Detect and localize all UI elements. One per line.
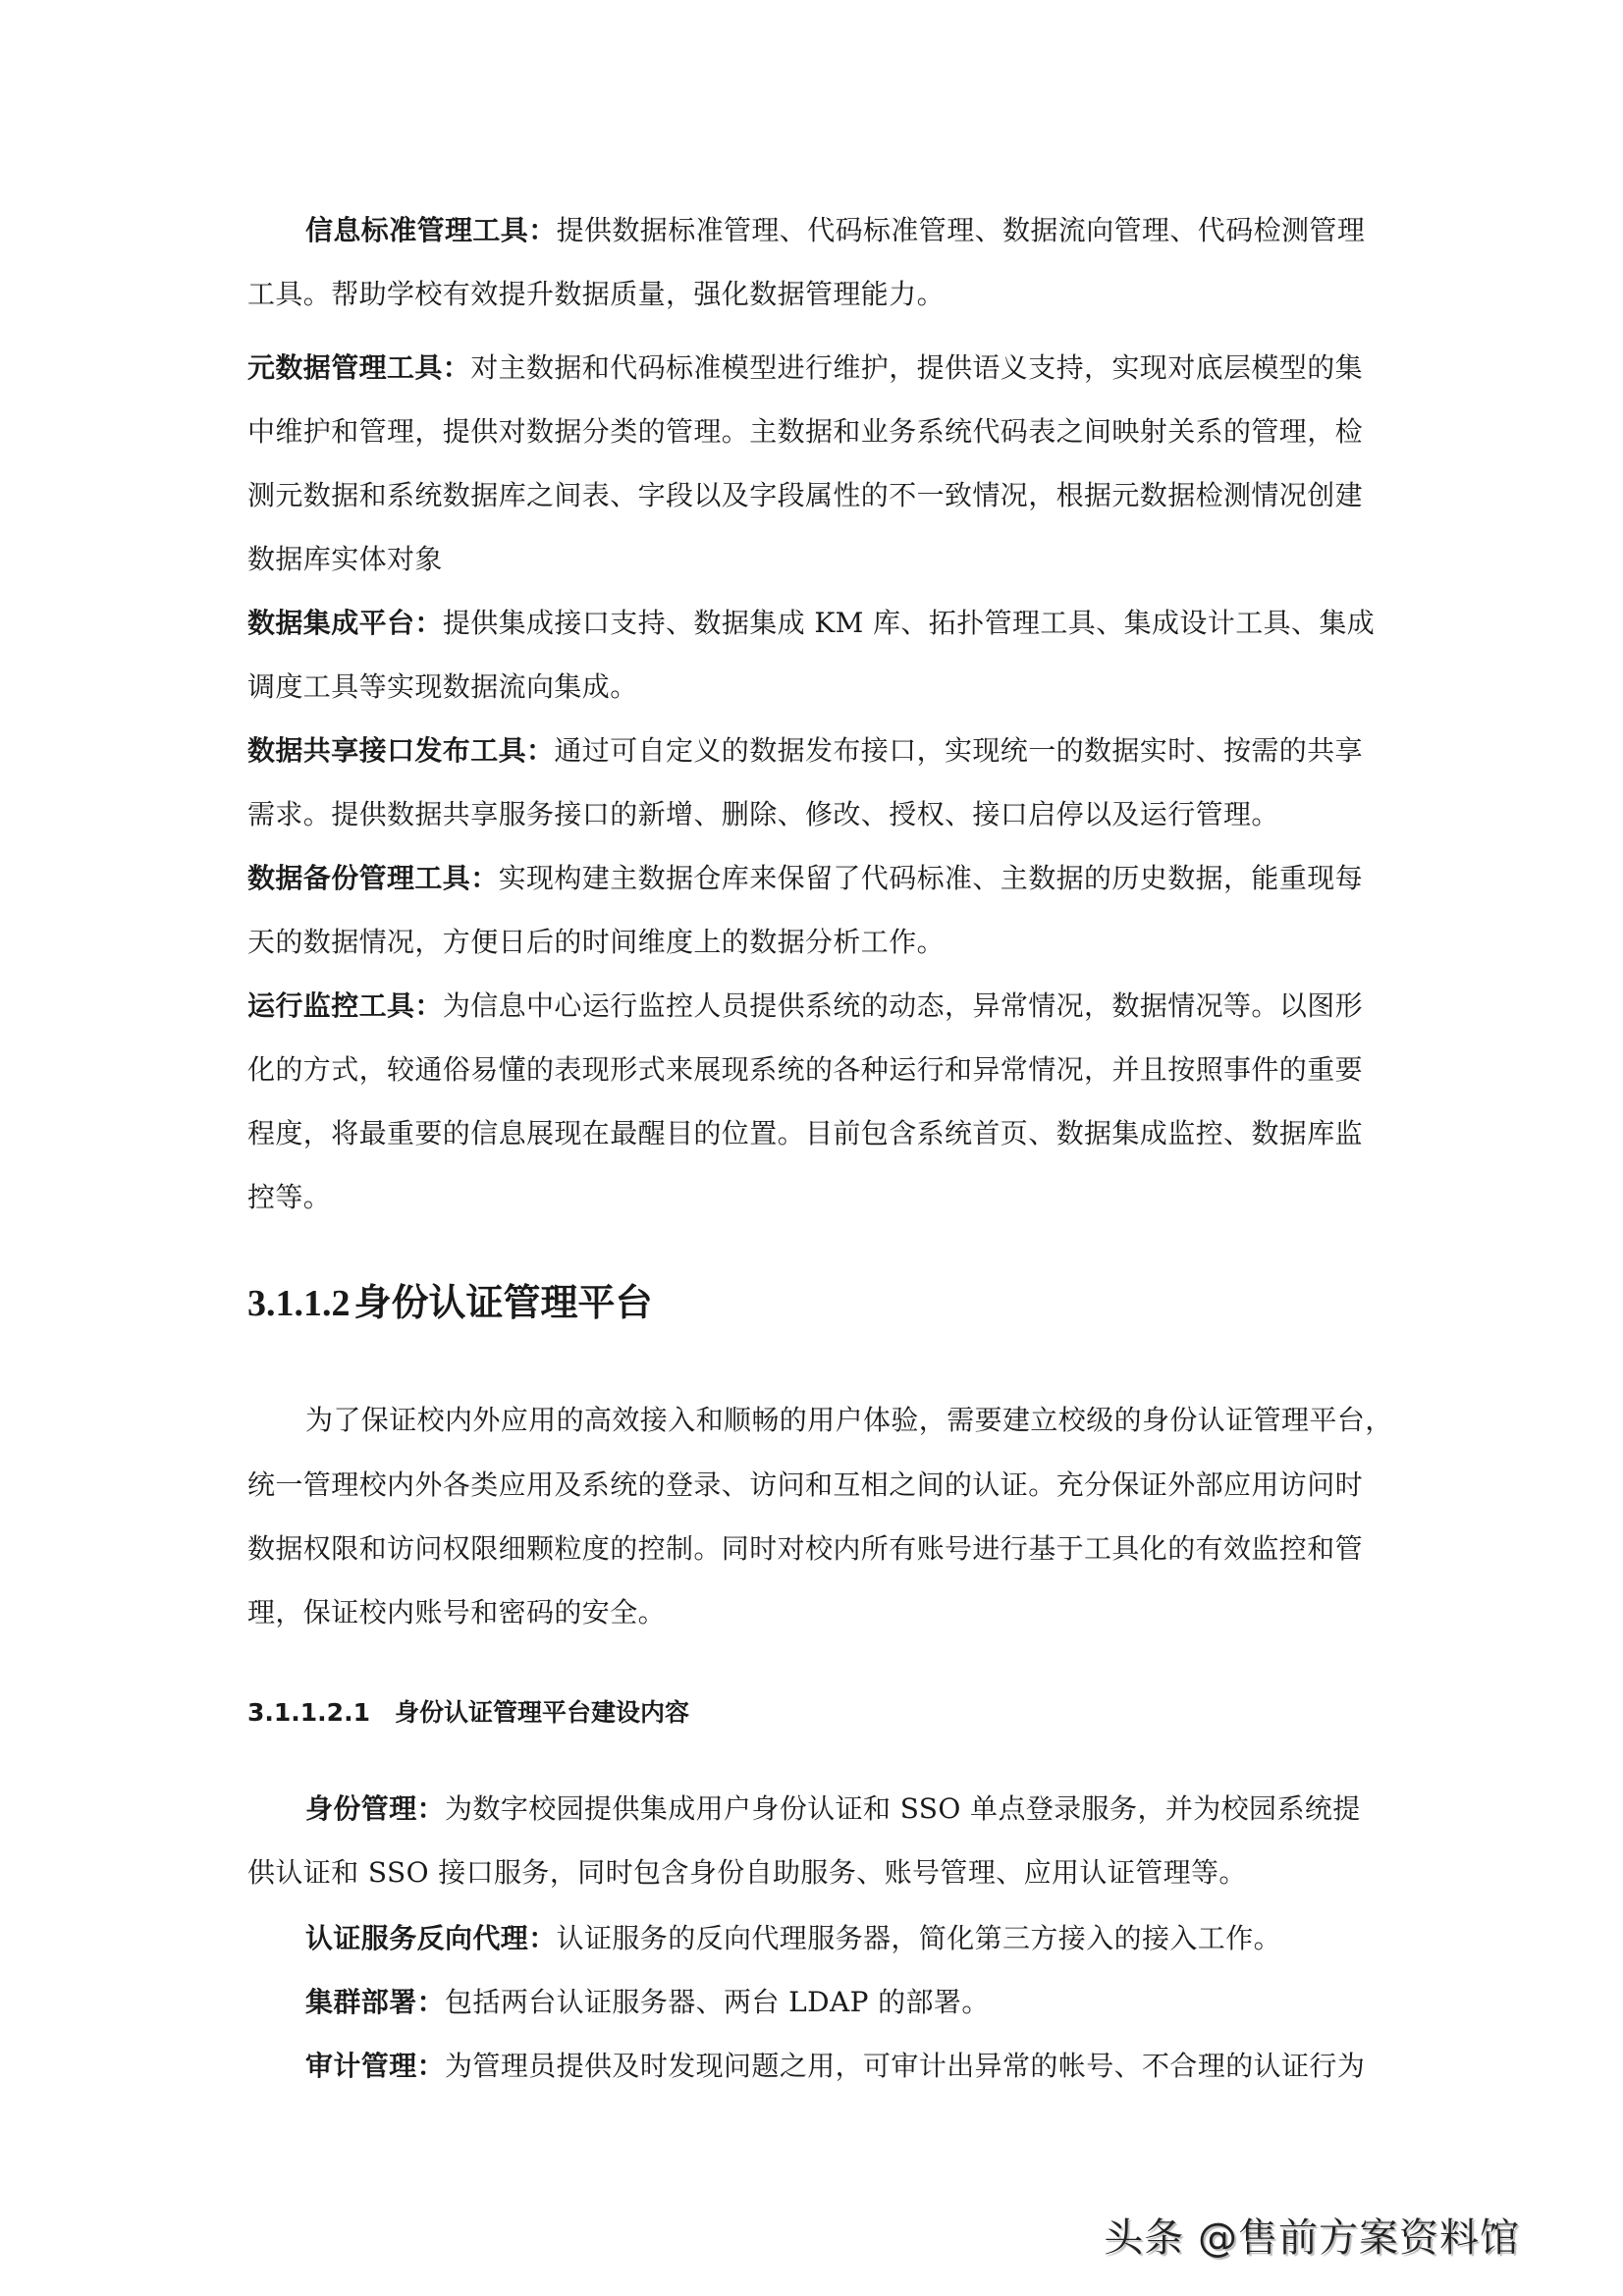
paragraph-data-backup-line-2: 天的数据情况，方便日后的时间维度上的数据分析工作。 — [247, 926, 946, 958]
paragraph-monitoring-line-4: 控等。 — [247, 1181, 332, 1213]
paragraph-monitoring-line-2: 化的方式，较通俗易懂的表现形式来展现系统的各种运行和异常情况，并且按照事件的重要 — [247, 1053, 1364, 1086]
intro-line-2: 统一管理校内外各类应用及系统的登录、访问和互相之间的认证。充分保证外部应用访问时 — [247, 1468, 1364, 1501]
section-title: 身份认证管理平台建设内容 — [395, 1698, 690, 1727]
term-cluster-deployment: 集群部署： — [305, 1986, 446, 2018]
paragraph-cluster-deploy — [305, 1983, 1444, 2022]
body-text: 对主数据和代码标准模型进行维护，提供语义支持，实现对底层模型的集 — [470, 351, 1364, 384]
body-text: 包括两台认证服务器、两台 LDAP 的部署。 — [445, 1986, 990, 2018]
intro-line-1: 为了保证校内外应用的高效接入和顺畅的用户体验，需要建立校级的身份认证管理平台， — [305, 1404, 1393, 1436]
section-heading-3-1-1-2-1 — [247, 1695, 689, 1731]
body-text: 为信息中心运行监控人员提供系统的动态，异常情况，数据情况等。以图形 — [442, 989, 1364, 1022]
body-text: 实现构建主数据仓库来保留了代码标准、主数据的历史数据，能重现每 — [498, 862, 1364, 894]
section-heading-3-1-1-2 — [247, 1279, 653, 1328]
term-data-sharing-tool: 数据共享接口发布工具： — [247, 734, 555, 767]
body-text: 提供集成接口支持、数据集成 KM 库、拓扑管理工具、集成设计工具、集成 — [442, 607, 1376, 639]
paragraph-identity-mgmt-line-1 — [305, 1789, 1444, 1829]
paragraph-info-standard-line-1 — [305, 211, 1444, 250]
paragraph-monitoring-line-1 — [247, 987, 1386, 1026]
body-text: 为管理员提供及时发现问题之用，可审计出异常的帐号、不合理的认证行为 — [445, 2050, 1366, 2082]
paragraph-info-standard-line-2: 工具。帮助学校有效提升数据质量，强化数据管理能力。 — [247, 278, 946, 310]
paragraph-identity-mgmt-line-2: 供认证和 SSO 接口服务，同时包含身份自助服务、账号管理、应用认证管理等。 — [247, 1856, 1247, 1889]
paragraph-data-sharing-line-2: 需求。提供数据共享服务接口的新增、删除、修改、授权、接口启停以及运行管理。 — [247, 798, 1279, 830]
term-identity-management: 身份管理： — [305, 1792, 446, 1825]
paragraph-metadata-line-4: 数据库实体对象 — [247, 543, 443, 575]
paragraph-reverse-proxy — [305, 1919, 1444, 1958]
paragraph-data-integration-line-2: 调度工具等实现数据流向集成。 — [247, 670, 638, 703]
term-data-backup-tool: 数据备份管理工具： — [247, 862, 499, 894]
term-data-integration-platform: 数据集成平台： — [247, 607, 443, 639]
term-info-standard-tool: 信息标准管理工具： — [305, 214, 557, 246]
term-auth-reverse-proxy: 认证服务反向代理： — [305, 1922, 557, 1954]
body-text: 认证服务的反向代理服务器，简化第三方接入的接入工作。 — [556, 1922, 1282, 1954]
intro-line-3: 数据权限和访问权限细颗粒度的控制。同时对校内所有账号进行基于工具化的有效监控和管 — [247, 1532, 1364, 1565]
intro-line-4: 理，保证校内账号和密码的安全。 — [247, 1596, 667, 1629]
term-metadata-tool: 元数据管理工具： — [247, 351, 471, 384]
paragraph-monitoring-line-3: 程度，将最重要的信息展现在最醒目的位置。目前包含系统首页、数据集成监控、数据库监 — [247, 1117, 1364, 1149]
paragraph-metadata-line-1 — [247, 348, 1386, 388]
section-title: 身份认证管理平台 — [353, 1283, 653, 1324]
term-audit-management: 审计管理： — [305, 2050, 446, 2082]
paragraph-data-integration-line-1 — [247, 604, 1386, 643]
section-number: 3.1.1.2.1 — [247, 1698, 370, 1727]
section-number: 3.1.1.2 — [247, 1283, 351, 1324]
paragraph-audit-mgmt — [305, 2047, 1444, 2086]
paragraph-metadata-line-3: 测元数据和系统数据库之间表、字段以及字段属性的不一致情况，根据元数据检测情况创建 — [247, 479, 1364, 511]
paragraph-data-sharing-line-1 — [247, 731, 1386, 771]
term-monitoring-tool: 运行监控工具： — [247, 989, 443, 1022]
body-text: 为数字校园提供集成用户身份认证和 SSO 单点登录服务，并为校园系统提 — [445, 1792, 1361, 1825]
paragraph-data-backup-line-1 — [247, 859, 1386, 898]
paragraph-metadata-line-2: 中维护和管理，提供对数据分类的管理。主数据和业务系统代码表之间映射关系的管理，检 — [247, 415, 1364, 448]
body-text: 提供数据标准管理、代码标准管理、数据流向管理、代码检测管理 — [556, 214, 1366, 246]
watermark: 头条 @售前方案资料馆 — [1104, 2216, 1520, 2261]
body-text: 通过可自定义的数据发布接口，实现统一的数据实时、按需的共享 — [554, 734, 1364, 767]
